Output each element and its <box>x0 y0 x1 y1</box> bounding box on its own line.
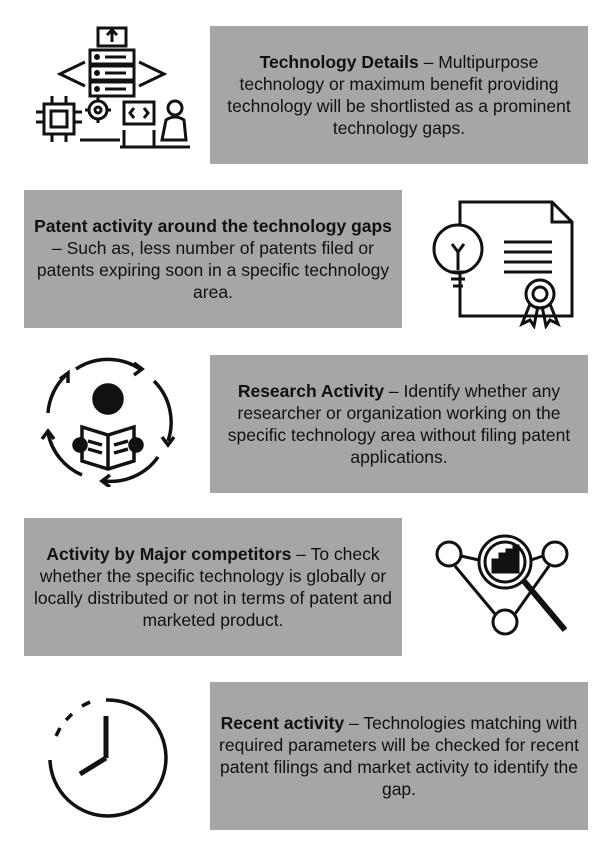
section-title: Technology Details <box>259 52 419 72</box>
researcher-reading-icon <box>30 357 190 487</box>
section-technology-details <box>0 0 613 170</box>
patent-activity-box: Patent activity around the technology gaps – Such as, less number of patents filed or patents expiring soon in a specific technology area. <box>24 190 402 328</box>
clock-icon <box>38 688 178 828</box>
technology-network-icon <box>30 22 195 157</box>
section-title: Recent activity <box>220 713 345 733</box>
competitor-analysis-icon <box>425 522 585 652</box>
recent-activity-box: Recent activity – Technologies matching with required parameters will be checked for recent patent filings and market activity to identify the gap. <box>210 682 588 830</box>
section-title: Patent activity around the technology gaps <box>34 216 392 236</box>
section-text: Multipurpose technology or maximum benefit providing technology will be shortlisted as a prominent technology gaps. <box>227 52 571 138</box>
technology-details-box: Technology Details – Multipurpose technology or maximum benefit providing technology will be shortlisted as a prominent technology gaps. <box>210 26 588 164</box>
section-title: Research Activity <box>237 381 385 401</box>
section-patent-activity <box>0 170 613 335</box>
section-title: Activity by Major competitors <box>46 544 292 564</box>
section-recent-activity <box>0 670 613 850</box>
section-text: Identify whether any researcher or organization working on the specific technology area without filing patent applications. <box>227 381 571 467</box>
research-activity-box: Research Activity – Identify whether any researcher or organization working on the specific technology area without filing patent applications. <box>210 355 588 493</box>
section-major-competitors <box>0 500 613 670</box>
patent-certificate-icon <box>420 194 580 329</box>
section-text: Technologies matching with required parameters will be checked for recent patent filings and market activity to identify the gap. <box>219 713 579 799</box>
section-text: To check whether the specific technology is globally or locally distributed or not in terms of patent and marketed product. <box>34 544 392 630</box>
section-text: Such as, less number of patents filed or patents expiring soon in a specific technology area. <box>36 238 390 302</box>
section-research-activity <box>0 335 613 500</box>
major-competitors-box: Activity by Major competitors – To check whether the specific technology is globally or locally distributed or not in terms of patent and marketed product. <box>24 518 402 656</box>
